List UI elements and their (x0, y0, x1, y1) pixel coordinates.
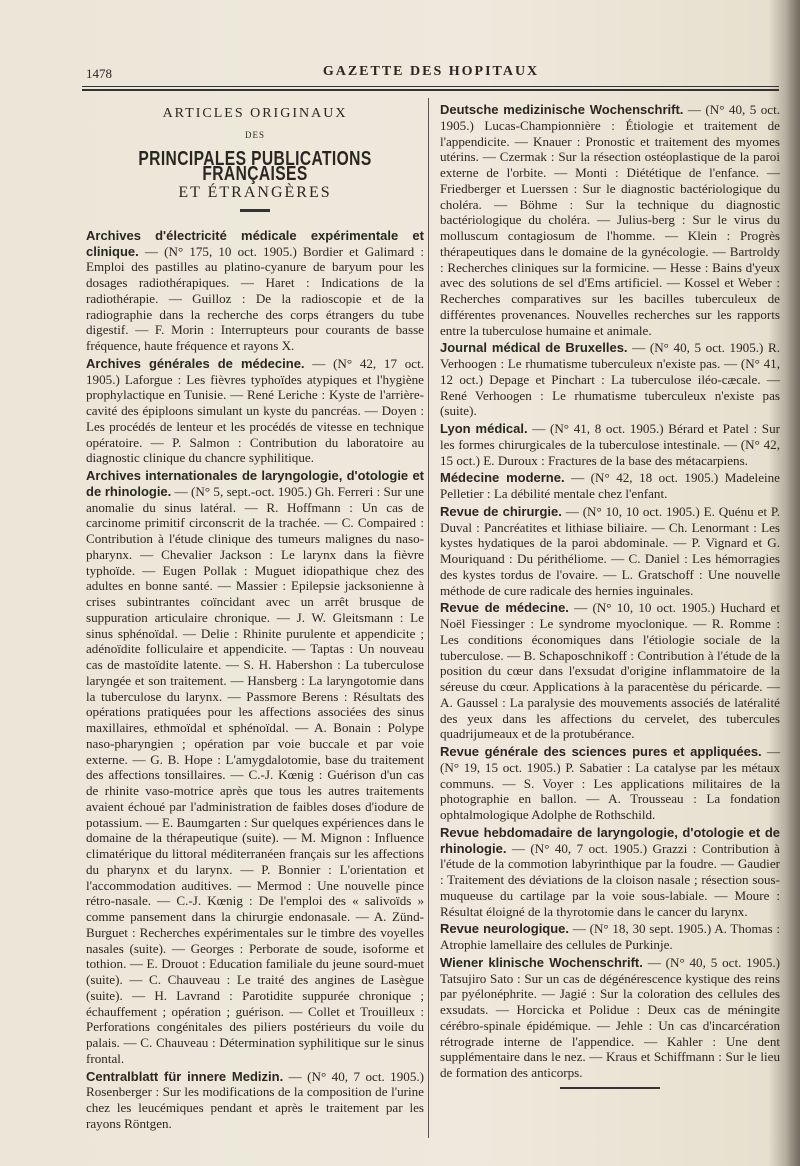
journal-contents: — (N° 42, 18 oct. 1905.) Madeleine Pelletier : La débilité mentale chez l'enfant. (440, 470, 780, 501)
left-column (86, 104, 424, 1134)
journal-entry (440, 470, 780, 502)
journal-name: Revue hebdomadaire de laryngologie, d'otologie et de rhinologie. (440, 824, 780, 856)
page-edge-shadow (786, 0, 800, 1166)
journal-entry (440, 744, 780, 823)
journal-contents: — (N° 40, 5 oct. 1905.) R. Verhoogen : Le rhumatisme tuberculeux n'existe pas. — (N° 41, 12 oct.) Depage et Pinchart : La tuberculose iléo-cæcale. — René Verhoogen : Le rhumatisme tuberculeux n'existe pas (suite). (440, 340, 780, 419)
section-title: ARTICLES ORIGINAUX (162, 106, 348, 121)
journal-entry (440, 102, 780, 338)
journal-contents: — (N° 18, 30 sept. 1905.) A. Thomas : Atrophie lamellaire des cellules de Purkinje. (440, 921, 780, 952)
section-des: DES (244, 129, 265, 140)
page-number: 1478 (86, 66, 112, 81)
journal-contents: — (N° 40, 7 oct. 1905.) Rosenberger : Sur les modifications de la composition de l'urine chez les leucémiques pendant et après le traitement par les rayons Röntgen. (86, 1068, 425, 1131)
journal-entry (440, 340, 780, 419)
journal-contents: — (N° 5, sept.-oct. 1905.) Gh. Ferreri : Sur une anomalie du sinus latéral. — R. Hoffmann : Un cas de carcinome primitif circonscrit de la trachée. — C. Compaired : Contribution à l'étude clinique des tumeurs malignes du naso-pharynx. — Chevalier Jackson : Le larynx dans la fièvre typhoïde. — Eugen Pollak : Muguet idiopathique chez des adultes en bonne santé. — Massier : Epilepsie jacksonienne à crises subintrantes coïncidant avec un arrêt brusque de suppuration articulaire chronique. — J. W. Gleitsmann : Le sinus sphénoïdal. — Delie : Rhinite purulente et appendicite ; adénoïdite folliculaire et appendicite. — Taptas : Un nouveau cas de mastoïdite latente. — S. H. Habershon : La tuberculose laryngée et son traitement. — Hansberg : La laryngotomie dans la tuberculose du larynx. — Passmore Berens : Résultats des opérations pratiquées pour les affections associées des sinus maxillaires, ethmoïdal et sphénoïdal. — A. Bonain : Polype naso-pharyngien ; opération par voie buccale et par voie externe. — G. B. Hope : L'amygdalotomie, base du traitement des affections tonsillaires. — C.-J. Kœnig : Guérison d'un cas de rhinite vaso-motrice après que tous les autres traitements avaient échoué par l'administration de faibles doses d'iodure de potassium. — E. Baumgarten : Sur quelques expériences dans le domaine de la thérapeutique (suite). — M. Mignon : Influence climatérique du littoral méditerranéen français sur les affections du pharynx et du larynx. — P. Bonnier : L'orientation et l'accommodation auditives. — Mermod : Une nouvelle pince rétro-nasale. — C.-J. Kœnig : De l'emploi des « salivoïds » comme pansement dans la chirurgie endonasale. — A. Zünd-Burguet : Recherches expérimentales sur le timbre des voyelles nasales (suite). — Georges : Perborate de soude, isoforme et tothion. — E. Drouot : Education familiale du jeune sourd-muet (suite). — C. Chauveau : Le traité des angines de Lasègue (suite). — H. Lavrand : Parotidite suppurée chronique ; échauffement ; opération ; guérison. — Collet et Trouilleux : Perforations congénitales des piliers postérieurs du voile du palais. — C. Chauveau : Détermination syphilitique sur le sinus frontal. (86, 483, 424, 1066)
header-rule-thick (82, 89, 779, 91)
journal-entry (440, 825, 780, 920)
journal-name: Deutsche medizinische Wochenschrift. (440, 102, 684, 117)
journal-name: Revue neurologique. (440, 921, 570, 937)
journal-name: Lyon médical. (440, 421, 528, 436)
end-ornament (560, 1087, 660, 1089)
journal-name: Revue de médecine. (440, 600, 569, 616)
journal-name: Médecine moderne. (440, 470, 565, 486)
journal-name: Revue de chirurgie. (440, 503, 562, 519)
journal-entry (440, 955, 780, 1081)
journal-entry (440, 600, 780, 742)
journal-name: Journal médical de Bruxelles. (440, 340, 628, 356)
journal-entry (440, 504, 780, 599)
journal-name: Archives d'électricité médicale expérimentale et clinique. (86, 227, 424, 259)
journal-contents: — (N° 10, 10 oct. 1905.) E. Quénu et P. Duval : Pancréatites et lithiase biliaire. — Ch. Lenormant : Les kystes hydatiques de la paroi abdominale. — P. Vignard et G. Mouriquand : Du périthéliome. — C. Daniel : Les hémorragies des kystes tordus de l'ovaire. — L. Gratschoff : Une nouvelle méthode de cure radicale des hernies inguinales. (440, 503, 781, 598)
journal-name: Centralblatt für innere Medizin. (86, 1068, 284, 1084)
journal-entry (440, 421, 780, 468)
journal-entry (86, 356, 424, 466)
journal-contents: — (N° 41, 8 oct. 1905.) Bérard et Patel : Sur les formes chirurgicales de la tuberculose intestinale. — (N° 42, 15 oct.) E. Duroux : Fractures de la base des métacarpiens. (440, 421, 780, 468)
page-header (86, 66, 776, 88)
journal-name: Revue générale des sciences pures et appliquées. (440, 744, 762, 759)
header-rule (82, 86, 779, 87)
journal-name: Wiener klinische Wochenschrift. (440, 954, 643, 970)
journal-entry (86, 228, 424, 354)
journal-contents: — (N° 40, 5 oct. 1905.) Lucas-Championnière : Étiologie et traitement de l'appendicite. — Knauer : Pronostic et traitement des myomes utérins. — Czermak : Sur la résection ostéoplastique de la paroi externe de l'orbite. — Monti : Diététique de l'enfance. — Friedberger et Luerssen : Sur le diagnostic bactériologique du choléra. — Böhme : Sur la technique du diagnostic bactériologique du choléra. — Julius-berg : Sur le virus du molluscum contagiosum de l'homme. — Klein : Progrès thérapeutiques dans le domaine de la gynécologie. — Bartroldy : Recherches cliniques sur la formicine. — Hesse : Bains d'yeux avec des solutions de sel d'Ems artificiel. — Kossel et Weber : Recherches comparatives sur les bacilles tuberculeux de différentes provenances. Nouvelles recherches sur les rapports entre la tuberculose humaine et animale. (440, 102, 780, 338)
journal-contents: — (N° 10, 10 oct. 1905.) Huchard et Noël Fiessinger : Le syndrome myoclonique. — R. Romme : Les conditions économiques dans l'étiologie sociale de la tuberculose. — B. Schaposchnikoff : Contribution à l'étude de la position du cœur dans l'exsudat d'origine inflammatoire de la séreuse du cœur. Applications à la paracentèse du péricarde. — A. Gaussel : La paralysie des mouvements associés de latéralité des yeux dans les affections du cervelet, des tubercules quadrijumeaux et de la protubérance. (440, 600, 780, 742)
journal-entry (440, 921, 780, 953)
section-heading: PRINCIPALES PUBLICATIONS FRANÇAISES (138, 147, 372, 186)
journal-name: Archives internationales de laryngologie, d'otologie et de rhinologie. (86, 468, 424, 499)
journal-contents: — (N° 40, 7 oct. 1905.) Grazzi : Contribution à l'étude de la commotion labyrinthique par la foudre. — Gaudier : Traitement des déviations de la cloison nasale ; résection sous-muqueuse du cartilage par la voie sous-labiale. — Moure : Résultat éloigné de la thyrotomie dans le cancer du larynx. (440, 840, 780, 919)
right-column (440, 102, 780, 1089)
journal-name: Archives générales de médecine. (86, 355, 305, 371)
journal-contents: — (N° 42, 17 oct. 1905.) Laforgue : Les fièvres typhoïdes atypiques et l'hygiène prophylactique en Tunisie. — René Leriche : Kyste de l'arrière-cavité des épiploons simulant un kyste du pancréas. — Doyen : Les procédés de lenteur et les procédés de vitesse en technique opératoire. — P. Salmon : Contribution du laboratoire au diagnostic clinique du chancre syphilitique. (86, 355, 424, 466)
column-divider (428, 98, 429, 1138)
journal-entry (86, 468, 424, 1067)
section-subheading: ET ÉTRANGÈRES (178, 184, 332, 201)
journal-contents: — (N° 40, 5 oct. 1905.) Tatsujiro Sato : Sur un cas de dégénérescence kystique des reins par pyélonéphrite. — Jagié : Sur la coloration des cellules des exsudats. — Horcicka et Polidue : Deux cas de méningite cérébro-spinale épidémique. — Jehle : Un cas d'incarcération rétrograde interne de l'appendice. — Kahler : Une dent supplémentaire dans le nez. — Kraus et Schiffmann : Sur le lieu de formation des anticorps. (440, 954, 781, 1080)
journal-contents: — (N° 175, 10 oct. 1905.) Bordier et Galimard : Emploi des pastilles au platino-cyanure de baryum pour les dosages radiothérapiques. — Haret : Indications de la radiothérapie. — Guilloz : De la radioscopie et de la radiographie dans la recherche des corps étrangers du tube digestif. — F. Morin : Interrupteurs pour courants de basse fréquence, haute fréquence et rayons X. (86, 243, 424, 353)
section-ornament (240, 209, 270, 212)
journal-entry (86, 1069, 424, 1132)
journal-contents: — (N° 19, 15 oct. 1905.) P. Sabatier : La catalyse par les métaux communs. — S. Voyer : Les applications militaires de la photographie en ballon. — A. Trousseau : La fondation ophtalmologique Adolphe de Rothschild. (440, 744, 780, 822)
running-title: GAZETTE DES HOPITAUX (322, 64, 540, 79)
